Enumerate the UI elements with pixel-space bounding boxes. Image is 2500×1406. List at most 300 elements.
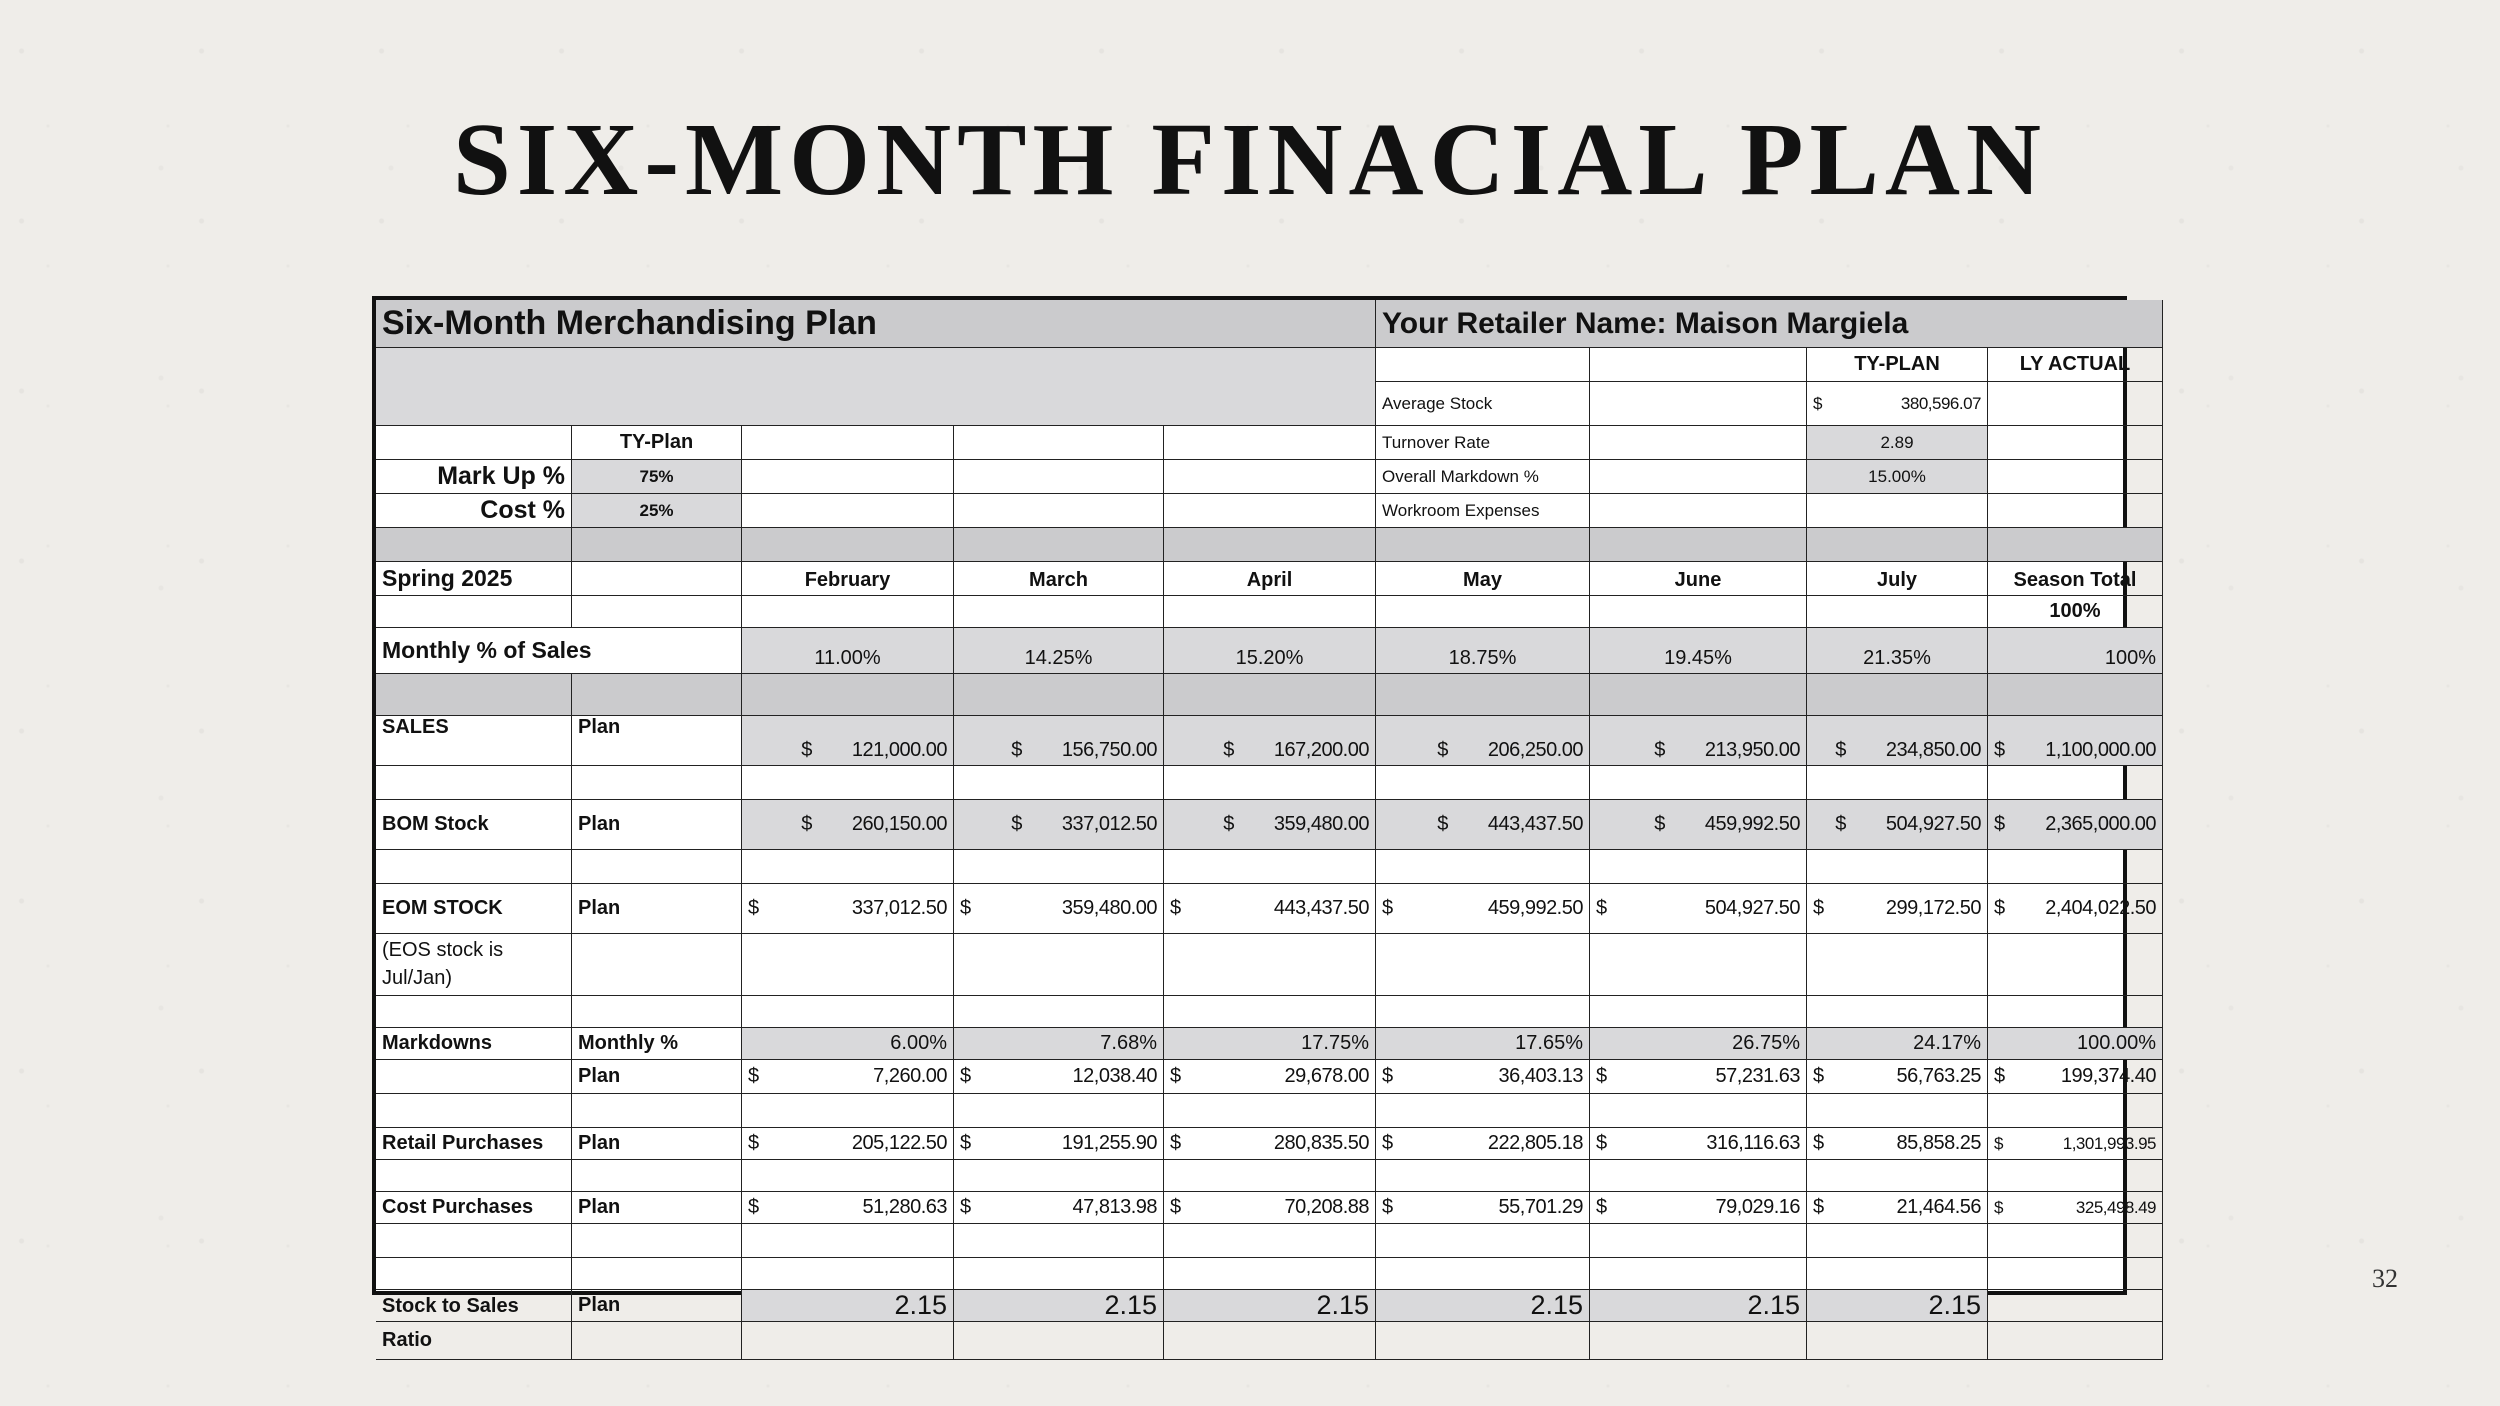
table-cell [1164,596,1376,628]
plan-label: Plan [572,716,742,766]
amount-value: 337,012.50 [1061,813,1157,835]
markdown-pct-value: 24.17% [1807,1028,1988,1060]
table-cell [742,1258,954,1290]
table-cell [954,934,1164,996]
bom-stock-value [1807,800,1988,850]
table-cell [1164,850,1376,884]
amount-value: 443,437.50 [1273,897,1369,919]
amount-value: 51,280.63 [862,1196,947,1218]
table-cell [376,596,572,628]
table-cell [954,1160,1164,1192]
retail-purchases-value [1376,1128,1590,1160]
month-header: June [1590,562,1807,596]
eom-stock-value [1807,884,1988,934]
table-cell [742,460,954,494]
sales-label: SALES [376,716,572,766]
table-cell [376,766,572,800]
markdowns-label: Markdowns [376,1028,572,1060]
amount-value: 459,992.50 [1487,897,1583,919]
amount-value: 199,374.40 [2060,1065,2156,1087]
currency-symbol: $ [1223,813,1234,835]
table-cell [1988,1094,2163,1128]
amount-value: 222,805.18 [1487,1132,1583,1154]
table-cell [1376,850,1590,884]
cost-purchases-label: Cost Purchases [376,1192,572,1224]
table-cell [1164,1224,1376,1258]
table-cell [954,674,1164,716]
ty-plan-header: TY-PLAN [1807,348,1988,382]
table-cell [1376,1224,1590,1258]
cost-purchases-value [954,1192,1164,1224]
currency-symbol: $ [1654,739,1665,761]
amount-value: 299,172.50 [1885,897,1981,919]
stock-to-sales-label: Stock to Sales [376,1290,572,1322]
table-cell [1807,996,1988,1028]
table-cell [572,850,742,884]
table-cell [1988,674,2163,716]
table-cell [1807,766,1988,800]
currency-symbol: $ [1813,1065,1824,1087]
month-header: July [1807,562,1988,596]
currency-symbol: $ [748,1132,759,1154]
table-cell [1988,382,2163,426]
table-cell [1376,996,1590,1028]
table-cell [1590,528,1807,562]
currency-symbol: $ [1437,813,1448,835]
stock-to-sales-value: 2.15 [954,1290,1164,1322]
amount-value: 380,596.07 [1900,393,1981,413]
amount-value: 459,992.50 [1704,813,1800,835]
table-cell [572,1224,742,1258]
bom-stock-value [1988,800,2163,850]
table-cell [1807,674,1988,716]
amount-value: 213,950.00 [1704,739,1800,761]
table-cell [1988,1224,2163,1258]
bom-stock-value [742,800,954,850]
table-cell [1590,1322,1807,1360]
table-cell [954,494,1164,528]
table-cell [376,426,572,460]
table-cell [742,766,954,800]
table-cell [1590,494,1807,528]
amount-value: 504,927.50 [1885,813,1981,835]
markdown-plan-value [1988,1060,2163,1094]
table-cell [1988,850,2163,884]
table-cell [742,1160,954,1192]
bom-stock-value [1164,800,1376,850]
amount-value: 2,404,022.50 [2045,897,2156,919]
currency-symbol: $ [1994,739,2005,761]
table-cell [954,1094,1164,1128]
table-cell [572,934,742,996]
markdown-pct-value: 17.65% [1376,1028,1590,1060]
table-cell [1988,426,2163,460]
currency-symbol: $ [1382,1132,1393,1154]
table-cell [742,850,954,884]
markdown-plan-value [1807,1060,1988,1094]
amount-value: 7,260.00 [873,1065,947,1087]
merchandising-plan-table [372,296,2156,1351]
average-stock-label: Average Stock [1376,382,1590,426]
table-cell [1807,934,1988,996]
sales-value [1807,716,1988,766]
bom-stock-value [1376,800,1590,850]
bom-stock-label: BOM Stock [376,800,572,850]
amount-value: 36,403.13 [1498,1065,1583,1087]
markup-label: Mark Up % [376,460,572,494]
table-cell [1988,1160,2163,1192]
amount-value: 359,480.00 [1061,897,1157,919]
currency-symbol: $ [801,739,812,761]
markdown-pct-value: 100.00% [1988,1028,2163,1060]
table-cell [1376,674,1590,716]
table-cell [1164,426,1376,460]
currency-symbol: $ [1994,897,2005,919]
plan-label: Plan [572,1128,742,1160]
currency-symbol: $ [748,897,759,919]
stock-to-sales-value: 2.15 [1164,1290,1376,1322]
table-cell [376,1060,572,1094]
currency-symbol: $ [748,1065,759,1087]
table-cell [1590,596,1807,628]
table-cell [1376,1094,1590,1128]
currency-symbol: $ [960,897,971,919]
table-cell [572,596,742,628]
eom-stock-value [954,884,1164,934]
table-cell [1807,494,1988,528]
table-cell [1590,460,1807,494]
table-cell [1807,1258,1988,1290]
table-cell [572,1322,742,1360]
table-cell [1590,674,1807,716]
table-cell [1988,1290,2163,1322]
amount-value: 70,208.88 [1284,1196,1369,1218]
amount-value: 167,200.00 [1273,739,1369,761]
amount-value: 156,750.00 [1061,739,1157,761]
amount-value: 504,927.50 [1704,897,1800,919]
table-cell [376,850,572,884]
amount-value: 280,835.50 [1273,1132,1369,1154]
table-cell [1376,934,1590,996]
overall-markdown-value: 15.00% [1807,460,1988,494]
eom-stock-value [1164,884,1376,934]
currency-symbol: $ [1382,1196,1393,1218]
season-total-header: Season Total [1988,562,2163,596]
monthly-pct-value: 15.20% [1164,628,1376,674]
amount-value: 121,000.00 [851,739,947,761]
eom-stock-value [1590,884,1807,934]
currency-symbol: $ [801,813,812,835]
monthly-pct-value: 19.45% [1590,628,1807,674]
plan-label: Plan [572,1192,742,1224]
month-header: April [1164,562,1376,596]
monthly-pct-value: 18.75% [1376,628,1590,674]
table-cell [572,674,742,716]
table-cell [1988,528,2163,562]
stock-to-sales-value: 2.15 [1590,1290,1807,1322]
stock-to-sales-value: 2.15 [1376,1290,1590,1322]
table-cell [1164,460,1376,494]
amount-value: 21,464.56 [1896,1196,1981,1218]
table-cell [1376,596,1590,628]
table-cell [1807,850,1988,884]
cost-purchases-value [1988,1192,2163,1224]
currency-symbol: $ [960,1065,971,1087]
table-cell [742,996,954,1028]
table-cell [742,934,954,996]
table-cell [1590,1160,1807,1192]
table-cell [572,1160,742,1192]
currency-symbol: $ [1437,739,1448,761]
currency-symbol: $ [1223,739,1234,761]
table-cell [954,1322,1164,1360]
monthly-pct-value: 11.00% [742,628,954,674]
monthly-pct-value: 21.35% [1807,628,1988,674]
monthly-pct-total: 100% [1988,628,2163,674]
cost-purchases-value [1376,1192,1590,1224]
slide-title: SIX-MONTH FINACIAL PLAN [452,102,2048,217]
table-cell [742,494,954,528]
sales-value [1988,716,2163,766]
cost-label: Cost % [376,494,572,528]
currency-symbol: $ [1994,1197,2003,1217]
currency-symbol: $ [1813,897,1824,919]
cost-purchases-value [742,1192,954,1224]
currency-symbol: $ [1011,813,1022,835]
overall-markdown-label: Overall Markdown % [1376,460,1590,494]
table-cell [954,596,1164,628]
table-cell [376,1224,572,1258]
table-cell [376,528,572,562]
ly-actual-header: LY ACTUAL [1988,348,2163,382]
currency-symbol: $ [1170,1065,1181,1087]
currency-symbol: $ [1596,1196,1607,1218]
stock-to-sales-label-2: Ratio [376,1322,572,1360]
table-cell [742,426,954,460]
markdown-pct-value: 7.68% [954,1028,1164,1060]
table-cell [1164,1258,1376,1290]
monthly-pct-label: Monthly % of Sales [376,628,742,674]
table-cell [954,1224,1164,1258]
table-cell [954,766,1164,800]
table-cell [742,596,954,628]
table-cell [1590,1258,1807,1290]
amount-value: 47,813.98 [1072,1196,1157,1218]
table-cell [572,766,742,800]
plan-label: Plan [572,1060,742,1094]
amount-value: 57,231.63 [1715,1065,1800,1087]
amount-value: 359,480.00 [1273,813,1369,835]
table-cell [742,674,954,716]
amount-value: 2,365,000.00 [2045,813,2156,835]
cost-purchases-value [1164,1192,1376,1224]
amount-value: 12,038.40 [1072,1065,1157,1087]
markdown-plan-value [742,1060,954,1094]
currency-symbol: $ [1654,813,1665,835]
table-cell [1807,1160,1988,1192]
stock-to-sales-value: 2.15 [742,1290,954,1322]
table-cell [1376,528,1590,562]
table-cell [1164,1160,1376,1192]
turnover-rate-label: Turnover Rate [1376,426,1590,460]
currency-symbol: $ [1596,1132,1607,1154]
table-cell [954,426,1164,460]
table-cell [1988,494,2163,528]
table-cell [1164,1094,1376,1128]
amount-value: 29,678.00 [1284,1065,1369,1087]
amount-value: 260,150.00 [851,813,947,835]
table-cell [1807,1094,1988,1128]
plan-label: Plan [572,884,742,934]
month-header: May [1376,562,1590,596]
currency-symbol: $ [1170,1132,1181,1154]
slide-page-number: 32 [2372,1264,2398,1293]
table-cell [376,996,572,1028]
table-cell [1988,996,2163,1028]
table-cell [572,528,742,562]
table-cell [1988,1322,2163,1360]
currency-symbol: $ [1835,739,1846,761]
month-header: February [742,562,954,596]
table-cell [954,850,1164,884]
table-cell [1590,1224,1807,1258]
table-cell [1988,934,2163,996]
currency-symbol: $ [960,1132,971,1154]
table-cell [376,1094,572,1128]
sales-value [1590,716,1807,766]
bom-stock-value [954,800,1164,850]
table-cell [1376,1160,1590,1192]
table-cell [1590,850,1807,884]
table-cell [1164,766,1376,800]
currency-symbol: $ [1170,897,1181,919]
plan-label: Plan [572,800,742,850]
retail-purchases-value [954,1128,1164,1160]
currency-symbol: $ [960,1196,971,1218]
stock-to-sales-value: 2.15 [1807,1290,1988,1322]
table-cell [1988,1258,2163,1290]
sheet-title: Six-Month Merchandising Plan [376,300,1376,348]
retail-purchases-value [742,1128,954,1160]
retail-purchases-value [1590,1128,1807,1160]
amount-value: 56,763.25 [1896,1065,1981,1087]
table-cell [1807,596,1988,628]
amount-value: 79,029.16 [1715,1196,1800,1218]
markdown-plan-value [1376,1060,1590,1094]
table-cell [1807,1322,1988,1360]
retail-purchases-value [1164,1128,1376,1160]
sales-value [1164,716,1376,766]
markdown-pct-value: 6.00% [742,1028,954,1060]
table-cell [572,562,742,596]
table-cell [376,1258,572,1290]
table-cell [1164,494,1376,528]
eom-note: (EOS stock is Jul/Jan) [376,934,572,996]
amount-value: 337,012.50 [851,897,947,919]
markdown-pct-value: 26.75% [1590,1028,1807,1060]
sales-value [742,716,954,766]
eom-stock-label: EOM STOCK [376,884,572,934]
currency-symbol: $ [1382,1065,1393,1087]
table-cell [742,1094,954,1128]
table-cell [742,1224,954,1258]
currency-symbol: $ [1382,897,1393,919]
table-cell [954,996,1164,1028]
table-cell [742,528,954,562]
monthly-pct-value: 14.25% [954,628,1164,674]
plan-label: Plan [572,1290,742,1322]
currency-symbol: $ [1835,813,1846,835]
retail-purchases-value [1988,1128,2163,1160]
cost-value: 25% [572,494,742,528]
sales-value [954,716,1164,766]
average-stock-value [1807,382,1988,426]
cost-purchases-value [1807,1192,1988,1224]
cost-purchases-value [1590,1192,1807,1224]
table-cell [1164,996,1376,1028]
bom-stock-value [1590,800,1807,850]
table-cell [1164,674,1376,716]
amount-value: 1,100,000.00 [2045,739,2156,761]
table-cell [954,528,1164,562]
amount-value: 206,250.00 [1487,739,1583,761]
markdown-plan-value [1590,1060,1807,1094]
currency-symbol: $ [1994,1065,2005,1087]
header-block [376,348,1376,426]
table-cell [1590,426,1807,460]
currency-symbol: $ [1596,897,1607,919]
table-cell [1590,766,1807,800]
table-cell [1988,460,2163,494]
table-cell [1376,1322,1590,1360]
markdown-pct-value: 17.75% [1164,1028,1376,1060]
currency-symbol: $ [1596,1065,1607,1087]
ty-plan-column-header: TY-Plan [572,426,742,460]
amount-value: 205,122.50 [851,1132,947,1154]
table-cell [1807,1224,1988,1258]
eom-stock-value [1988,884,2163,934]
currency-symbol: $ [1994,1133,2003,1153]
season-total-pct: 100% [1988,596,2163,628]
table-cell [1807,528,1988,562]
amount-value: 85,858.25 [1896,1132,1981,1154]
markup-value: 75% [572,460,742,494]
table-cell [1590,996,1807,1028]
table-cell [1590,1094,1807,1128]
sales-value [1376,716,1590,766]
amount-value: 234,850.00 [1885,739,1981,761]
table-cell [1164,528,1376,562]
amount-value: 316,116.63 [1706,1132,1800,1154]
markdown-plan-value [1164,1060,1376,1094]
workroom-expenses-label: Workroom Expenses [1376,494,1590,528]
table-cell [376,674,572,716]
season-label: Spring 2025 [376,562,572,596]
amount-value: 1,301,993.95 [2062,1133,2156,1153]
monthly-pct-short-label: Monthly % [572,1028,742,1060]
table-cell [376,1160,572,1192]
table-cell [1164,1322,1376,1360]
eom-stock-value [1376,884,1590,934]
table-cell [572,996,742,1028]
retail-purchases-value [1807,1128,1988,1160]
table-cell [1590,382,1807,426]
markdown-plan-value [954,1060,1164,1094]
turnover-rate-value: 2.89 [1807,426,1988,460]
retailer-name: Your Retailer Name: Maison Margiela [1376,300,2163,348]
table-cell [572,1258,742,1290]
table-cell [1988,766,2163,800]
